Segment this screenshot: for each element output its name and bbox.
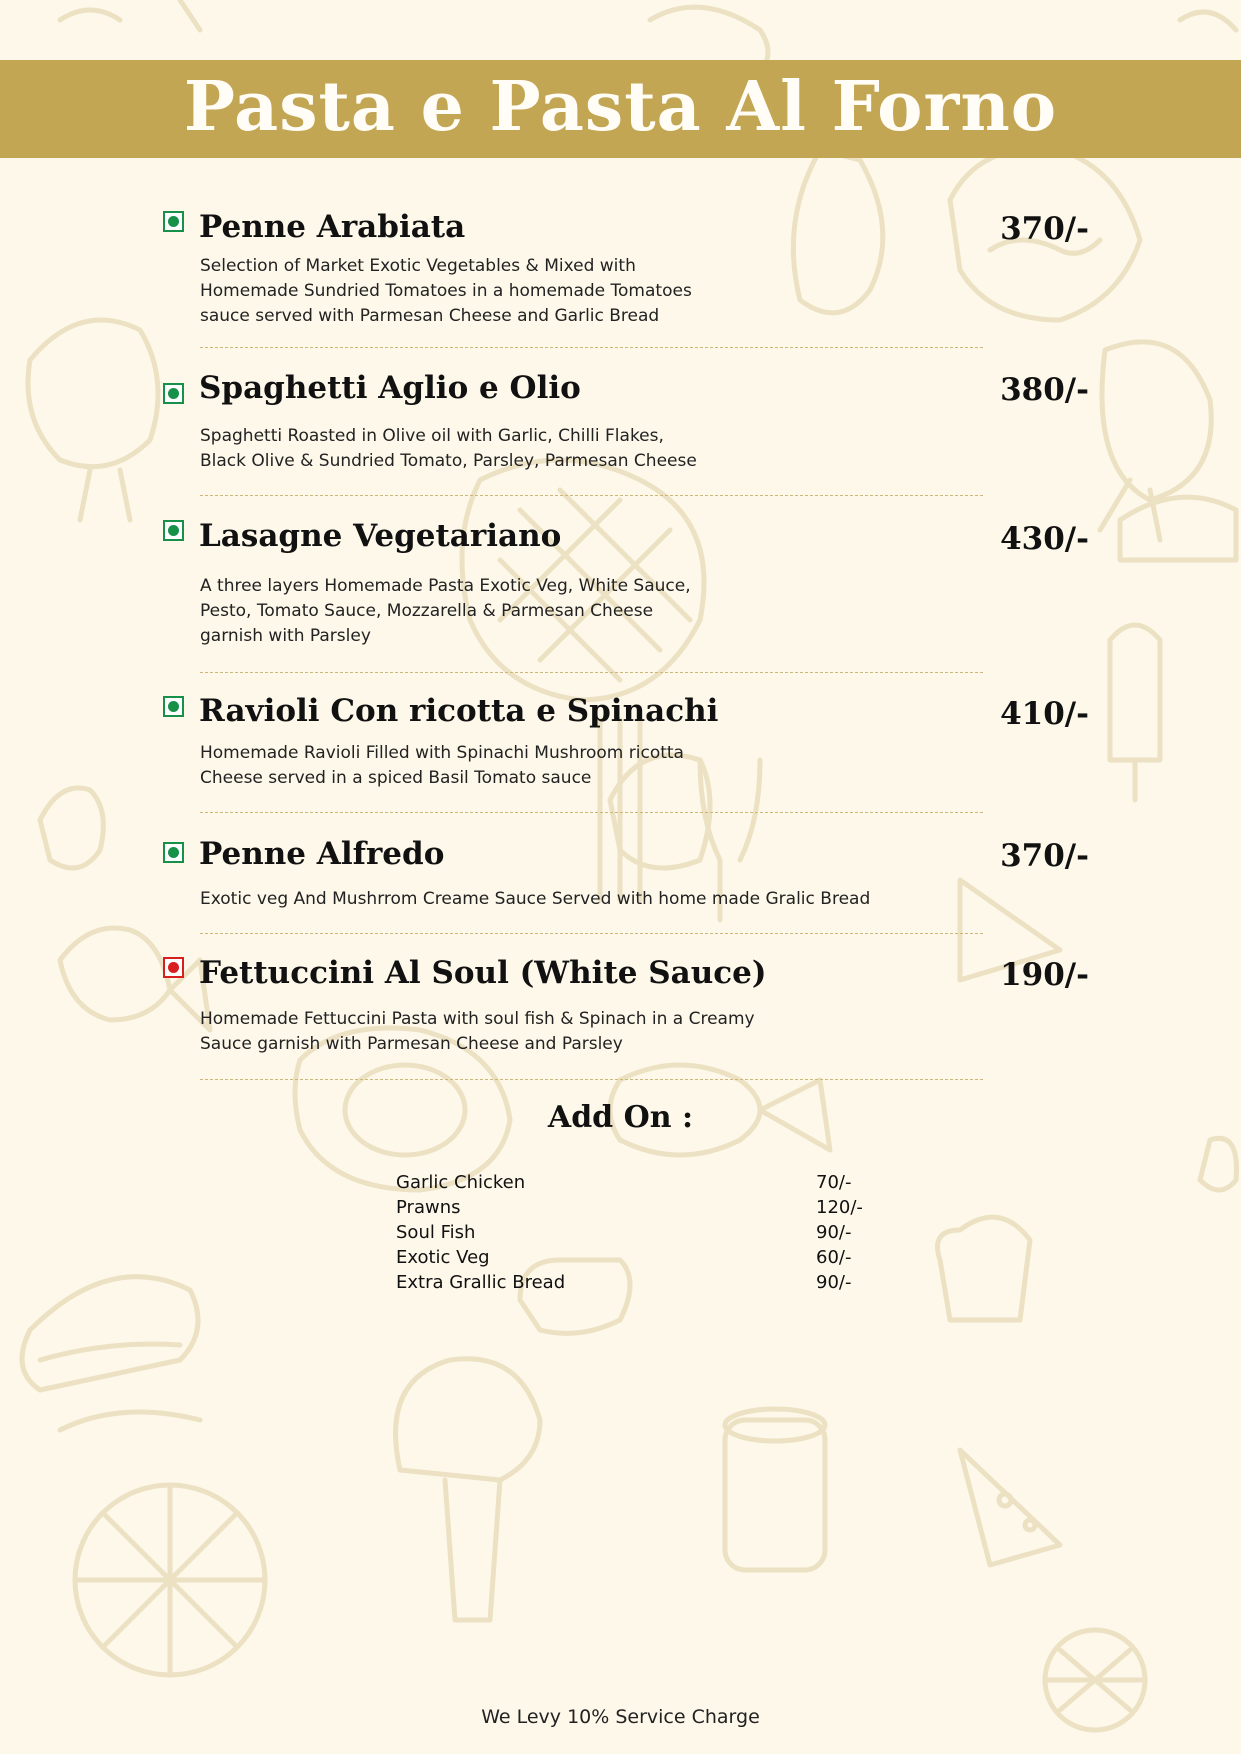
service-charge-note: We Levy 10% Service Charge: [481, 1706, 760, 1728]
separator: [200, 347, 983, 348]
item-name: Fettuccini Al Soul (White Sauce): [199, 955, 767, 991]
addon-row: [396, 1197, 876, 1222]
item-price: 380/-: [1000, 372, 1089, 408]
item-name: Ravioli Con ricotta e Spinachi: [199, 693, 719, 729]
item-description: Homemade Fettuccini Pasta with soul fish & Spinach in a Creamy Sauce garnish with Parmesan Cheese and Parsley: [200, 1009, 755, 1054]
addon-name: Garlic Chicken: [396, 1172, 526, 1193]
addon-row: [396, 1247, 876, 1272]
addon-row: [396, 1172, 876, 1197]
addon-name: Soul Fish: [396, 1222, 476, 1243]
separator: [200, 933, 983, 934]
addon-name: Exotic Veg: [396, 1247, 490, 1268]
addon-row: [396, 1272, 876, 1297]
nonveg-icon: [163, 957, 184, 978]
separator: [200, 495, 983, 496]
addon-name: Extra Grallic Bread: [396, 1272, 566, 1293]
item-description: Exotic veg And Mushrrom Creame Sauce Served with home made Gralic Bread: [200, 889, 871, 909]
addon-row: [396, 1222, 876, 1247]
item-description: Homemade Ravioli Filled with Spinachi Mushroom ricotta Cheese served in a spiced Basil Tomato sauce: [200, 743, 684, 788]
addon-title: Add On :: [547, 1100, 694, 1135]
item-name: Lasagne Vegetariano: [199, 518, 562, 554]
item-price: 190/-: [1000, 957, 1089, 993]
addon-price: 120/-: [816, 1197, 863, 1218]
item-name: Spaghetti Aglio e Olio: [199, 370, 581, 406]
veg-icon: [163, 842, 184, 863]
item-name: Penne Alfredo: [199, 836, 445, 872]
separator: [200, 812, 983, 813]
veg-icon: [163, 520, 184, 541]
item-name: Penne Arabiata: [199, 209, 466, 245]
item-description: A three layers Homemade Pasta Exotic Veg, White Sauce, Pesto, Tomato Sauce, Mozzarella & Parmesan Cheese garnish with Parsley: [200, 576, 691, 646]
addon-price: 90/-: [816, 1272, 852, 1293]
addon-price: 90/-: [816, 1222, 852, 1243]
item-price: 370/-: [1000, 838, 1089, 874]
veg-icon: [163, 696, 184, 717]
veg-icon: [163, 211, 184, 232]
item-price: 430/-: [1000, 521, 1089, 557]
item-description: Spaghetti Roasted in Olive oil with Garlic, Chilli Flakes, Black Olive & Sundried Tomato, Parsley, Parmesan Cheese: [200, 426, 697, 471]
separator: [200, 672, 983, 673]
page-title: Pasta e Pasta Al Forno: [183, 67, 1058, 147]
item-price: 410/-: [1000, 696, 1089, 732]
addon-price: 60/-: [816, 1247, 852, 1268]
addon-price: 70/-: [816, 1172, 852, 1193]
header-banner: [0, 60, 1241, 158]
addon-name: Prawns: [396, 1197, 461, 1218]
separator: [200, 1079, 983, 1080]
item-description: Selection of Market Exotic Vegetables & Mixed with Homemade Sundried Tomatoes in a homemade Tomatoes sauce served with Parmesan Cheese and Garlic Bread: [200, 256, 692, 326]
veg-icon: [163, 383, 184, 404]
item-price: 370/-: [1000, 211, 1089, 247]
